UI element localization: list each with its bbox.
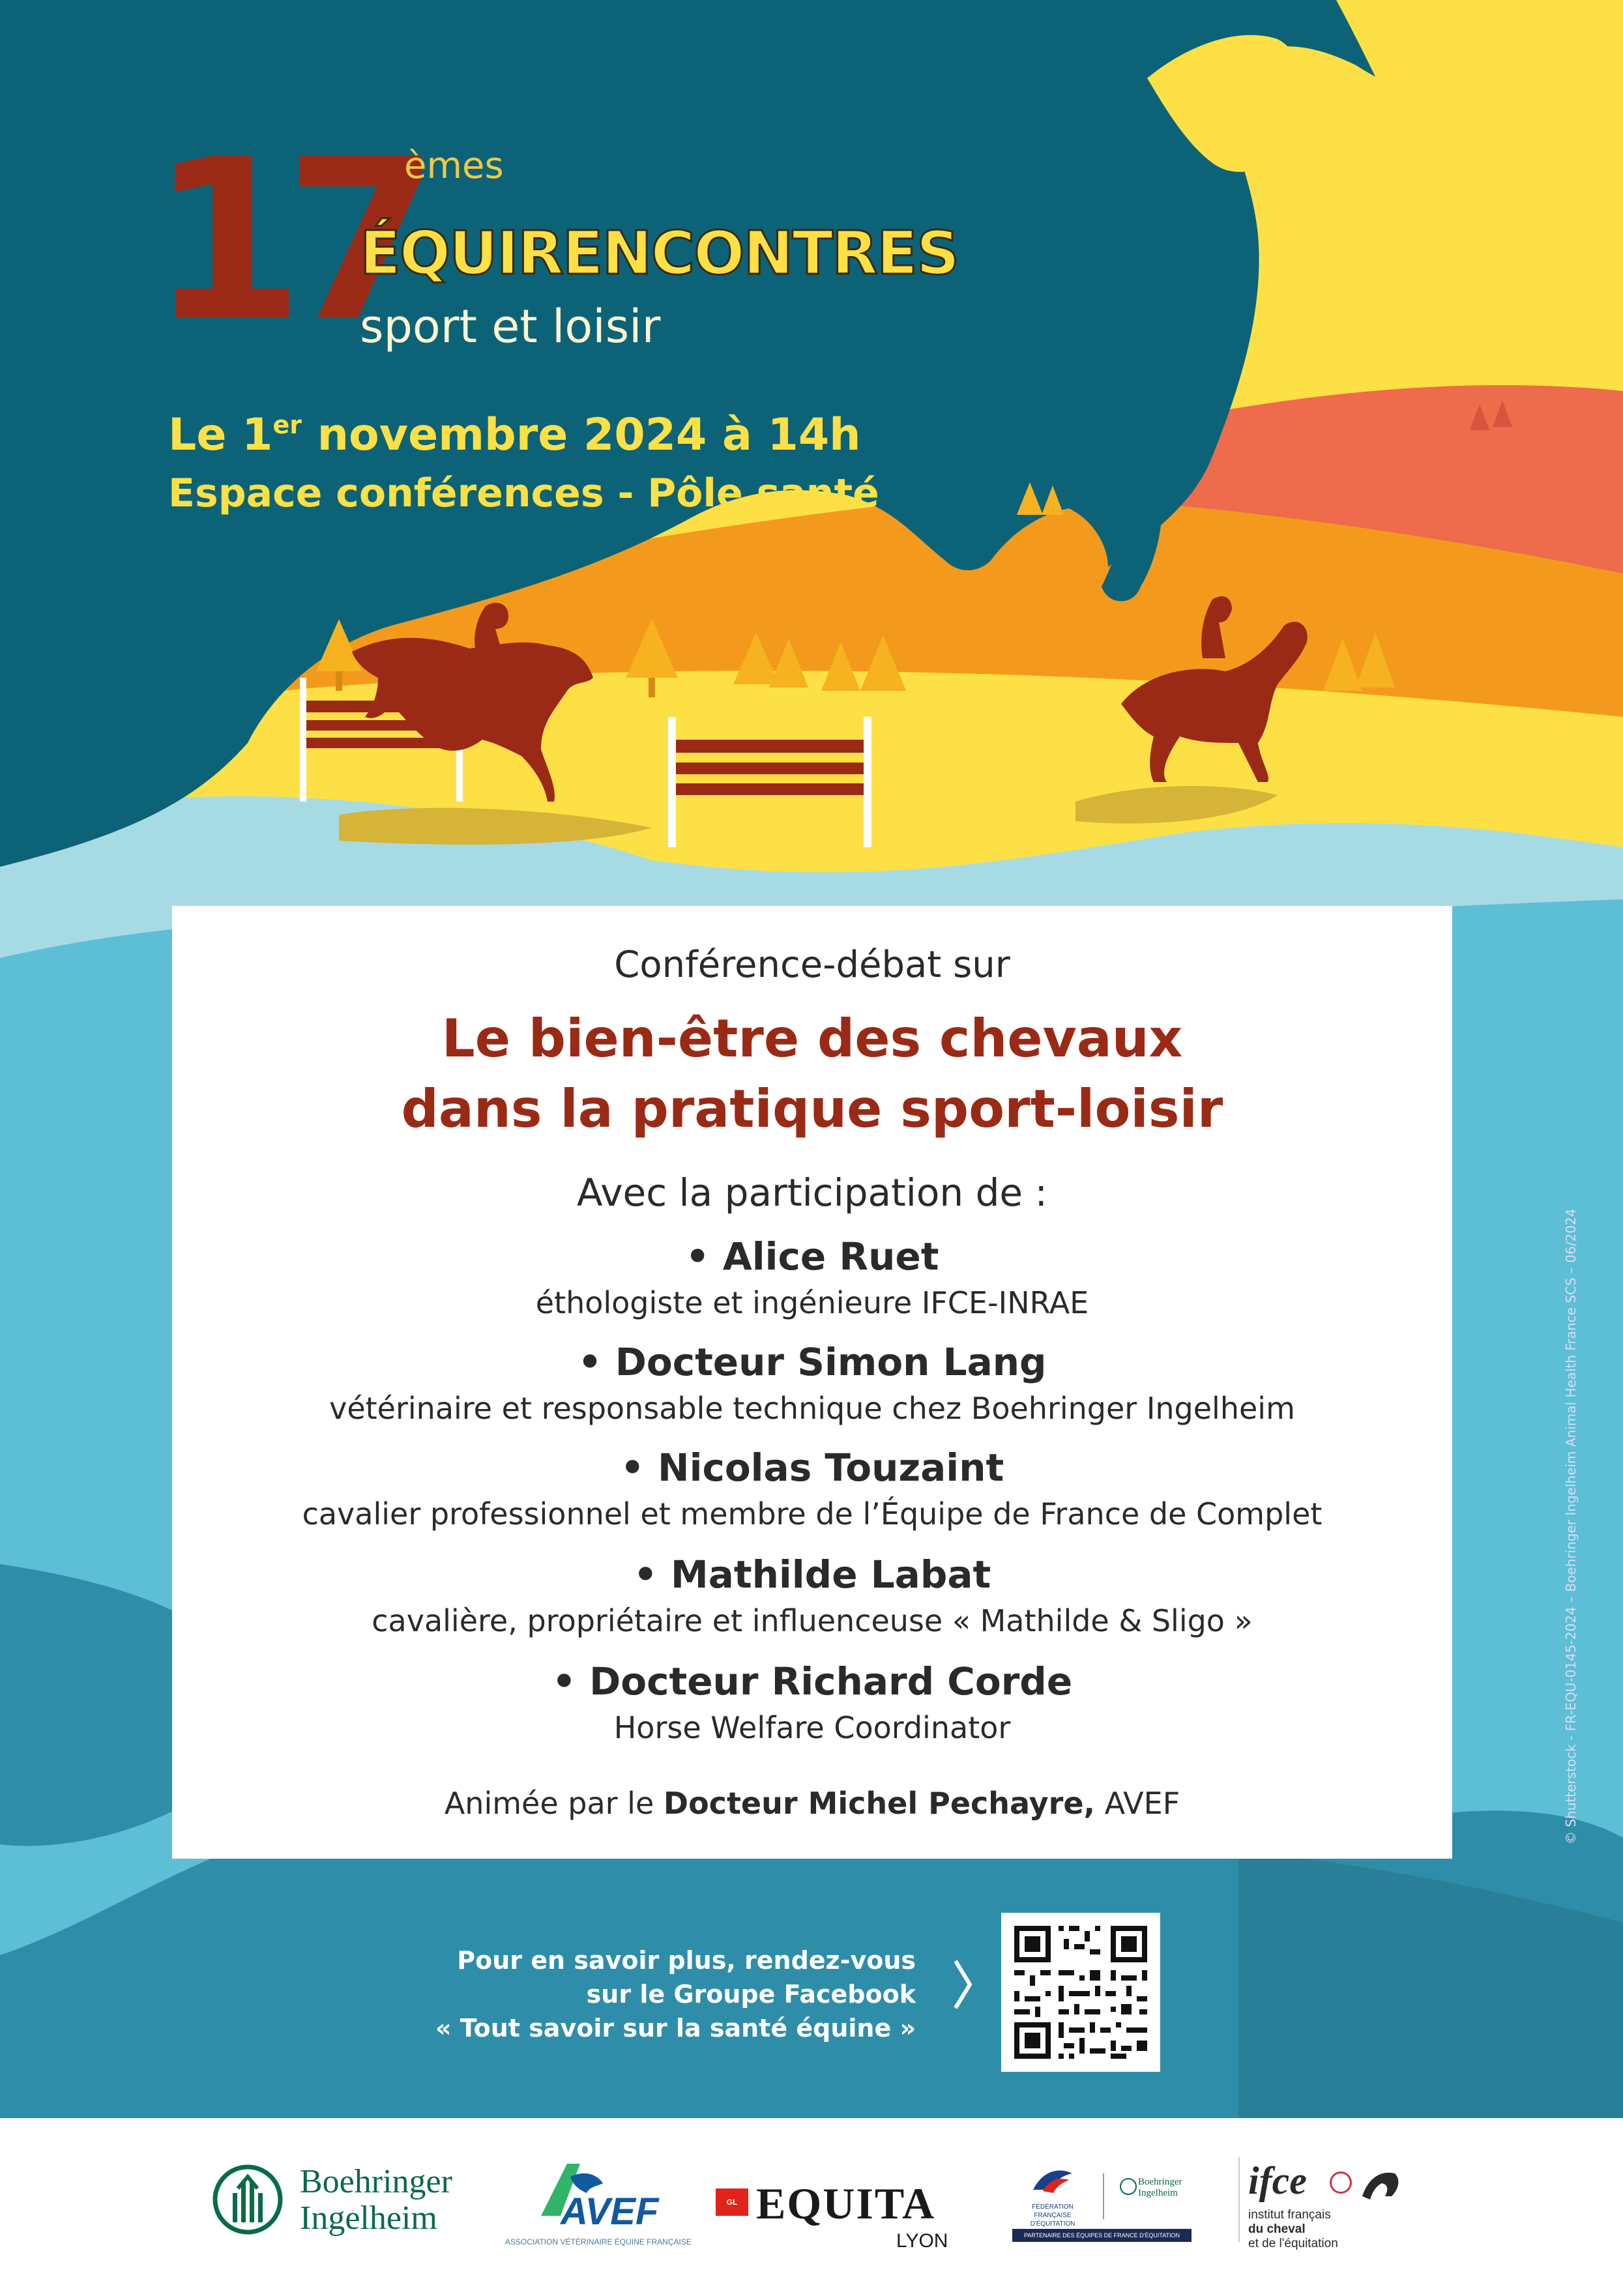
ifce-line-3: et de l'équitation — [1248, 2237, 1338, 2250]
edition-number: 17 — [150, 112, 420, 370]
boehringer-line-2: Ingelheim — [300, 2200, 437, 2237]
participant-name: • Docteur Richard Corde — [551, 1659, 1073, 1704]
avef-logo-text: AVEF — [561, 2190, 659, 2233]
ffe-partner-boehringer — [1138, 2177, 1182, 2199]
participant-name: • Docteur Simon Lang — [578, 1340, 1047, 1384]
ifce-logo-text: ifce — [1248, 2159, 1307, 2202]
equita-logo-text: EQUITA — [756, 2179, 936, 2228]
facebook-group-qr-code[interactable] — [1001, 1913, 1160, 2072]
more-info-line-2: sur le Groupe Facebook — [586, 1980, 916, 2009]
ifce-divider — [1238, 2157, 1240, 2242]
ifce-line-1: institut français — [1248, 2208, 1331, 2222]
date-prefix: Le 1 — [168, 409, 273, 461]
ffe-horse-logo-icon — [1030, 2164, 1075, 2196]
topic-line-1: Le bien-être des chevaux — [441, 1008, 1183, 1069]
conference-topic — [172, 1004, 1452, 1144]
ifce-line-2: du cheval — [1248, 2222, 1306, 2236]
topic-line-2: dans la pratique sport-loisir — [401, 1079, 1223, 1139]
ffe-divider — [1103, 2173, 1104, 2219]
ffe-partner-line-2: Ingelheim — [1138, 2188, 1178, 2198]
event-subtitle: sport et loisir — [360, 300, 661, 353]
participant-name: • Mathilde Labat — [633, 1552, 991, 1597]
event-title: ÉQUIRENCONTRES — [360, 218, 959, 288]
event-date — [168, 409, 861, 461]
boehringer-ingelheim-logo — [300, 2164, 452, 2237]
host-suffix: AVEF — [1095, 1786, 1180, 1821]
more-info-text — [417, 1943, 916, 2045]
participant-role: éthologiste et ingénieure IFCE-INRAE — [535, 1285, 1089, 1320]
host-prefix: Animée par le — [444, 1786, 664, 1821]
edition-suffix: èmes — [404, 145, 504, 187]
conference-panel — [172, 906, 1452, 1859]
host-name: Docteur Michel Pechayre, — [663, 1786, 1096, 1821]
ffe-name-line-1: FÉDÉRATION FRANÇAISE — [1032, 2203, 1074, 2219]
more-info-line-1: Pour en savoir plus, rendez-vous — [457, 1946, 916, 1975]
participant-role: vétérinaire et responsable technique chez Boehringer Ingelheim — [329, 1391, 1295, 1426]
boehringer-small-icon — [1120, 2178, 1137, 2195]
ffe-name-line-2: D'ÉQUITATION — [1030, 2220, 1075, 2228]
ffe-caption: PARTENAIRE DES ÉQUIPES DE FRANCE D'ÉQUITATION — [1012, 2229, 1192, 2242]
date-rest: novembre 2024 à 14h — [301, 409, 861, 461]
participant-name: • Nicolas Touzaint — [620, 1446, 1004, 1490]
ifce-h-emblem-icon — [1330, 2172, 1352, 2194]
partner-logos-footer — [0, 2118, 1623, 2296]
ifce-horse-emblem-icon — [1356, 2164, 1408, 2203]
participant-role: Horse Welfare Coordinator — [613, 1710, 1011, 1745]
chevron-right-icon — [953, 1958, 972, 2011]
date-superscript: er — [272, 411, 302, 439]
equita-city: LYON — [896, 2230, 948, 2252]
boehringer-line-1: Boehringer — [300, 2163, 452, 2200]
avef-caption: ASSOCIATION VÉTÉRINAIRE ÉQUINE FRANÇAISE — [505, 2237, 692, 2246]
participant-role: cavalier professionnel et membre de l’Équipe de France de Complet — [302, 1496, 1323, 1532]
ffe-partner-line-1: Boehringer — [1138, 2177, 1182, 2187]
more-info-line-3: « Tout savoir sur la santé équine » — [435, 2014, 916, 2042]
photo-credit: © Shutterstock - FR-EQU-0145-2024 – Boehringer Ingelheim Animal Health France SCS – 06/2024 — [1563, 1208, 1579, 1844]
participant-name: • Alice Ruet — [685, 1234, 939, 1279]
participant-role: cavalière, propriétaire et influenceuse « Mathilde & Sligo » — [372, 1603, 1253, 1638]
qr-code-icon — [1001, 1913, 1160, 2072]
ffe-name — [1014, 2203, 1092, 2228]
gl-events-badge: GL events — [716, 2188, 748, 2216]
participants-intro: Avec la participation de : — [576, 1170, 1048, 1215]
conference-host — [172, 1786, 1452, 1821]
boehringer-ingelheim-logo-icon — [212, 2157, 284, 2242]
event-location: Espace conférences - Pôle santé — [168, 471, 879, 516]
conference-intro: Conférence-débat sur — [614, 944, 1010, 986]
ifce-full-name — [1248, 2208, 1338, 2251]
